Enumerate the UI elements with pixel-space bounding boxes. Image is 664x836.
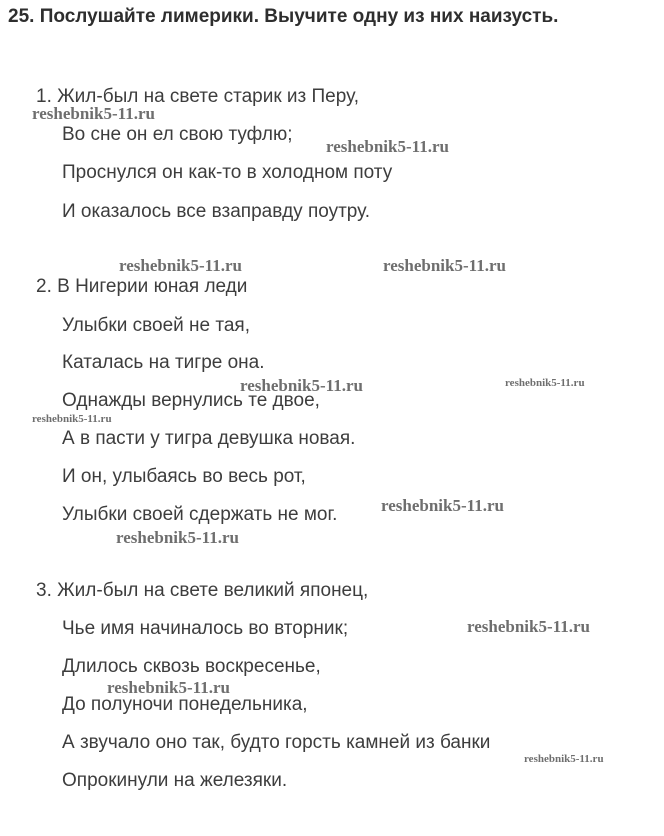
limerick-line: Опрокинули на железяки.	[62, 770, 288, 791]
watermark: reshebnik5-11.ru	[116, 528, 239, 547]
watermark: reshebnik5-11.ru	[32, 413, 112, 425]
limerick-line: До полуночи понедельника,	[62, 694, 308, 715]
watermark: reshebnik5-11.ru	[119, 256, 242, 275]
watermark: reshebnik5-11.ru	[505, 377, 585, 389]
watermark: reshebnik5-11.ru	[326, 137, 449, 156]
limerick-line: Улыбки своей сдержать не мог.	[62, 504, 338, 525]
limerick-line: Каталась на тигре она.	[62, 352, 265, 373]
exercise-title: 25. Послушайте лимерики. Выучите одну из них наизусть.	[8, 6, 559, 27]
watermark: reshebnik5-11.ru	[383, 256, 506, 275]
limerick-line: 3. Жил-был на свете великий японец,	[36, 580, 369, 601]
limerick-line: И оказалось все взаправду поутру.	[62, 201, 371, 222]
limerick-line: Улыбки своей не тая,	[62, 315, 250, 336]
watermark: reshebnik5-11.ru	[524, 753, 604, 765]
limerick-line: А звучало оно так, будто горсть камней из банки	[62, 732, 491, 753]
watermark: reshebnik5-11.ru	[32, 104, 155, 123]
limerick-line: 2. В Нигерии юная леди	[36, 276, 248, 297]
limerick-line: Проснулся он как-то в холодном поту	[62, 162, 393, 183]
limerick-line: И он, улыбаясь во весь рот,	[62, 466, 306, 487]
limerick-line: Однажды вернулись те двое,	[62, 390, 320, 411]
limerick-line: Чье имя начиналось во вторник;	[62, 618, 349, 639]
limerick-line: Во сне он ел свою туфлю;	[62, 124, 293, 145]
watermark: reshebnik5-11.ru	[467, 617, 590, 636]
watermark: reshebnik5-11.ru	[381, 496, 504, 515]
watermark: reshebnik5-11.ru	[240, 376, 363, 395]
limerick-line: Длилось сквозь воскресенье,	[62, 656, 321, 677]
watermark: reshebnik5-11.ru	[107, 678, 230, 697]
limerick-line: А в пасти у тигра девушка новая.	[62, 428, 356, 449]
limerick-line: 1. Жил-был на свете старик из Перу,	[36, 86, 359, 107]
